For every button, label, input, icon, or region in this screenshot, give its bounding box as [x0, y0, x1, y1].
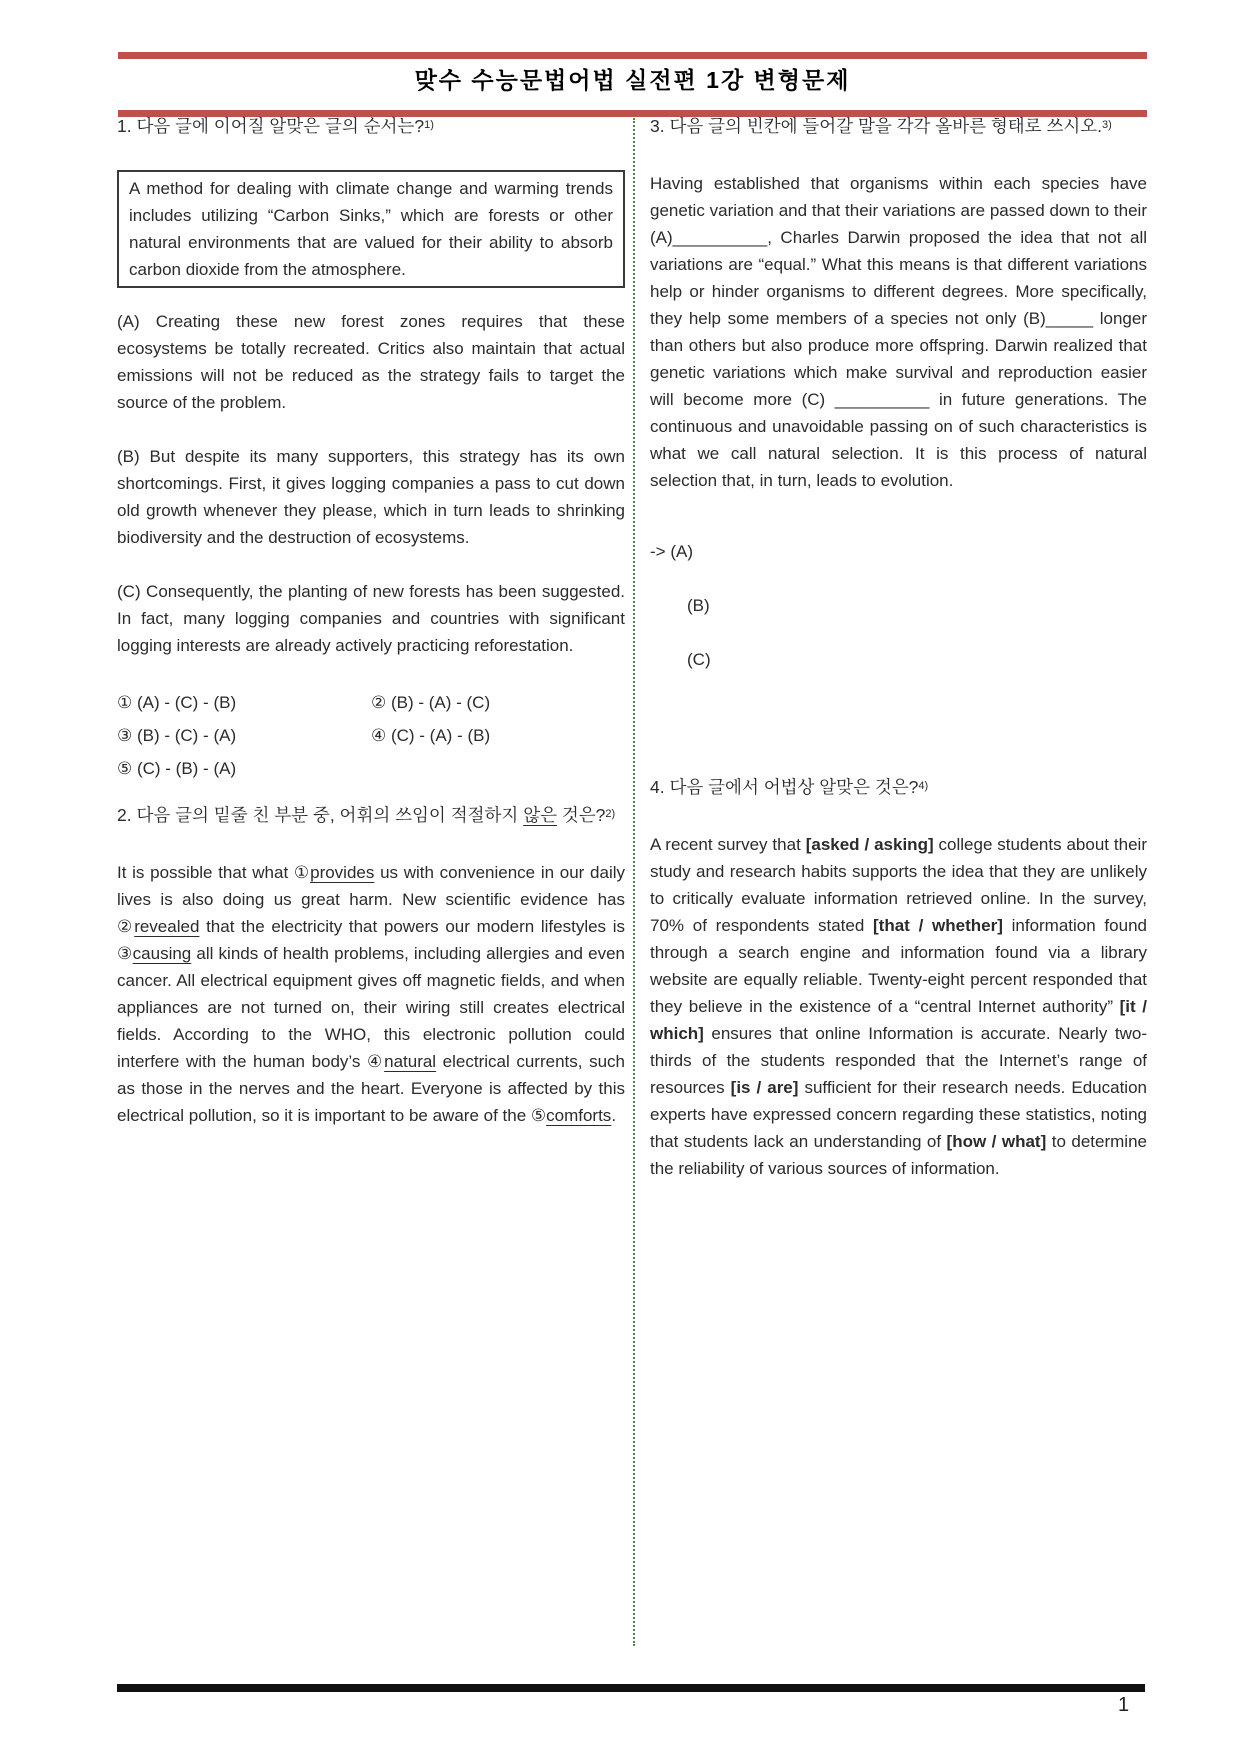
q1-paragraph-c: (C) Consequently, the planting of new forests has been suggested. In fact, many logging companies and countries with significant logging interests are already actively practicing reforestation.	[117, 582, 625, 655]
right-column	[650, 112, 1147, 1209]
footer-rule	[117, 1684, 1145, 1692]
page-title: 맞수 수능문법어법 실전편 1강 변형문제	[414, 67, 851, 93]
q3-answer-row-a	[650, 538, 1147, 565]
q3-passage: Having established that organisms within each species have genetic variation and that their variations are passed down to their (A)__________, Charles Darwin proposed the idea that not all variations are “equal.” What this means is that different variations help or hinder organisms to different degrees. More specifically, they help some members of a species not only (B)_____ longer than others but also produce more offspring. Darwin realized that genetic variations which make survival and reproduction easier will become more (C) __________ in future generations. The continuous and unavoidable passing on of such characteristics is what we call natural selection. It is this process of natural selection that, in turn, leads to evolution.	[650, 174, 1147, 490]
q3-answer-lines	[650, 538, 1147, 673]
q1-options	[117, 686, 625, 785]
left-column	[117, 112, 625, 1156]
q3-answer-label-b: (B)	[687, 596, 710, 615]
q1-passage-box	[117, 170, 625, 288]
q1-passage-text: A method for dealing with climate change and warming trends includes utilizing “Carbon Sinks,” which are forests or other natural environments that are valued for their ability to absorb carbon dioxide from the atmosphere.	[129, 179, 613, 279]
q1-option-2: ② (B) - (A) - (C)	[371, 693, 491, 712]
q2-prompt: 2. 다음 글의 밑줄 친 부분 중, 어휘의 쓰임이 적절하지 않은 것은?$^{2)}$	[117, 805, 616, 825]
q3-answer-label-c: (C)	[687, 650, 711, 669]
q1-option-5: ⑤ (C) - (B) - (A)	[117, 759, 237, 778]
q1-option-4: ④ (C) - (A) - (B)	[371, 726, 491, 745]
q3-answer-row-c	[650, 646, 1147, 673]
q1-option-3: ③ (B) - (C) - (A)	[117, 726, 237, 745]
q3-answer-label-a: (A)	[670, 542, 693, 561]
q3-answer-row-b	[650, 592, 1147, 619]
page-number: 1	[1118, 1694, 1130, 1716]
q1-prompt: 1. 다음 글에 이어질 알맞은 글의 순서는?$^{1)}$	[117, 116, 434, 136]
q1-paragraph-b: (B) But despite its many supporters, this strategy has its own shortcomings. First, it gives logging companies a pass to cut down old growth whenever they please, which in turn leads to shrinking biodiversity and the destruction of ecosystems.	[117, 447, 625, 547]
q2-passage: It is possible that what ①provides us with convenience in our daily lives is also doing us great harm. New scientific evidence has ②revealed that the electricity that powers our modern lifestyles is ③causing all kinds of health problems, including allergies and even cancer. All electrical equipment gives off magnetic fields, and when appliances are not turned on, their wiring still creates electrical fields. According to the WHO, this electronic pollution could interfere with the human body’s ④natural electrical currents, such as those in the nerves and the heart. Everyone is affected by this electrical pollution, so it is important to be aware of the ⑤comforts.	[117, 863, 626, 1125]
q1-option-1: ① (A) - (C) - (B)	[117, 693, 237, 712]
q4-prompt: 4. 다음 글에서 어법상 알맞은 것은?$^{4)}$	[650, 777, 929, 797]
q3-prompt: 3. 다음 글의 빈칸에 들어갈 말을 각각 올바른 형태로 쓰시오.$^{3)}$	[650, 116, 1112, 136]
header-rule-top	[118, 52, 1147, 59]
q1-paragraph-a: (A) Creating these new forest zones requires that these ecosystems be totally recreated. Critics also maintain that actual emissions will not be reduced as the strategy fails to target the source of the problem.	[117, 312, 625, 412]
q3-answer-arrow: ->	[650, 542, 666, 561]
q4-passage: A recent survey that [asked / asking] college students about their study and research habits supports the idea that they are unlikely to critically evaluate information retrieved online. In the survey, 70% of respondents stated [that / whether] information found through a search engine and information found via a library website are equally reliable. Twenty-eight percent responded that they believe in the existence of a “central Internet authority” [it / which] ensures that online Information is accurate. Nearly two-thirds of the students responded that the Internet’s range of resources [is / are] sufficient for their research needs. Education experts have expressed concern regarding these statistics, noting that students lack an understanding of [how / what] to determine the reliability of various sources of information.	[650, 835, 1148, 1178]
column-divider	[633, 118, 635, 1646]
